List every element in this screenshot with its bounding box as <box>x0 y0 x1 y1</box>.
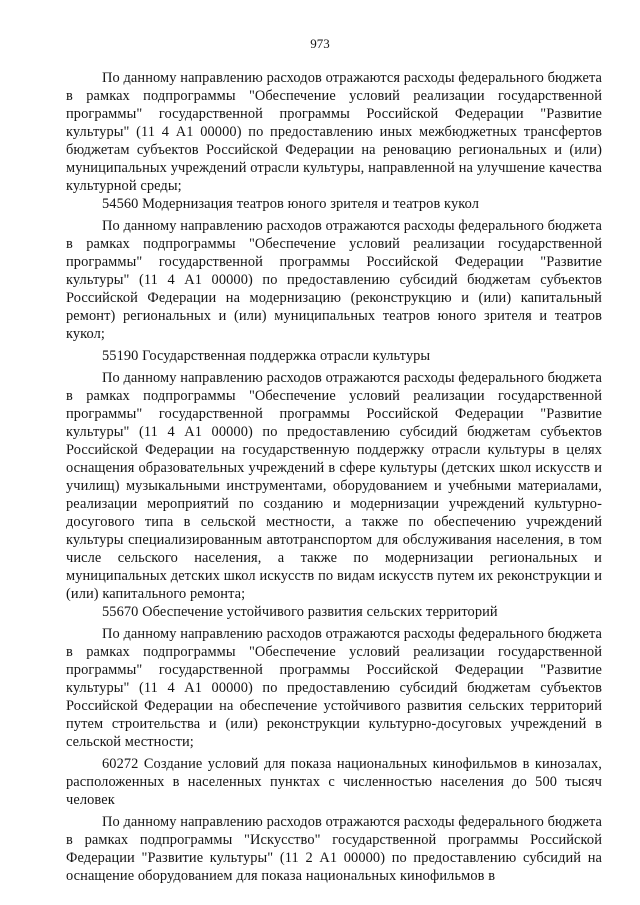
paragraph-body: По данному направлению расходов отражаются расходы федерального бюджета в рамках подпрограммы "Обеспечение условий реализации государственной программы" государственной программы Российской Федерации "Развитие культуры" (11 4 А1 00000) по предоставлению субсидий бюджетам субъектов Российской Федерации на обеспечение устойчивого развития сельских территорий путем строительства и (или) реконструкции культурно-досуговых учреждений в сельской местности; <box>66 626 602 750</box>
paragraph-body: По данному направлению расходов отражаются расходы федерального бюджета в рамках подпрограммы "Обеспечение условий реализации государственной программы" государственной программы Российской Федерации "Развитие культуры" (11 4 А1 00000) по предоставлению субсидий бюджетам субъектов Российской Федерации на модернизацию (реконструкцию и (или) капитальный ремонт) региональных и (или) муниципальных театров юного зрителя и театров кукол; <box>66 218 602 342</box>
expense-code-heading: 55190 Государственная поддержка отрасли культуры <box>102 348 431 364</box>
paragraph-body: По данному направлению расходов отражаются расходы федерального бюджета в рамках подпрограммы "Искусство" государственной программы Российской Федерации "Развитие культуры" (11 2 А1 00000) по предоставлению субсидий на оснащение оборудованием для показа национальных кинофильмов в <box>66 814 602 884</box>
expense-code-heading: 54560 Модернизация театров юного зрителя и театров кукол <box>102 196 479 212</box>
expense-code-heading: 55670 Обеспечение устойчивого развития сельских территорий <box>102 604 498 620</box>
expense-code-heading: 60272 Создание условий для показа национальных кинофильмов в кинозалах, расположенных в населенных пунктах с численностью населения до 500 тысяч человек <box>66 756 602 808</box>
document-body <box>66 66 602 885</box>
paragraph-body: По данному направлению расходов отражаются расходы федерального бюджета в рамках подпрограммы "Обеспечение условий реализации государственной программы" государственной программы Российской Федерации "Развитие культуры" (11 4 А1 00000) по предоставлению субсидий бюджетам субъектов Российской Федерации на государственную поддержку отрасли культуры в целях оснащения образовательных учреждений в сфере культуры (детских школ искусств и училищ) музыкальными инструментами, оборудованием и учебными материалами, реализации мероприятий по созданию и модернизации учреждений культурно-досугового типа в сельской местности, а также по обеспечению учреждений культуры специализированным автотранспортом для обслуживания населения, в том числе сельского населения, а также по модернизации региональных и муниципальных детских школ искусств по видам искусств путем их реконструкции и (или) капитального ремонта; <box>66 370 602 602</box>
page-number: 973 <box>310 36 330 51</box>
paragraph-body: По данному направлению расходов отражаются расходы федерального бюджета в рамках подпрограммы "Обеспечение условий реализации государственной программы" государственной программы Российской Федерации "Развитие культуры" (11 4 А1 00000) по предоставлению иных межбюджетных трансфертов бюджетам субъектов Российской Федерации на реновацию региональных и (или) муниципальных учреждений отрасли культуры, направленной на улучшение качества культурной среды; <box>66 70 602 194</box>
